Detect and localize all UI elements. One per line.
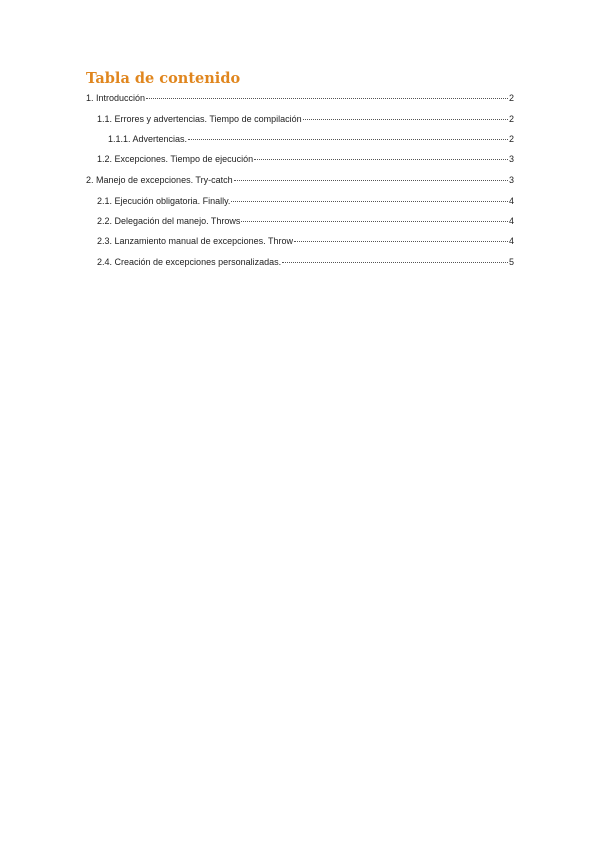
toc-page-number: 3 — [508, 154, 514, 164]
toc-leader — [146, 98, 508, 99]
toc-page-number: 4 — [508, 216, 514, 226]
toc-entry-label: 1.2. Excepciones. Tiempo de ejecución — [97, 154, 254, 164]
toc-entry-label: 2.1. Ejecución obligatoria. Finally. — [97, 196, 231, 206]
toc-page-number: 4 — [508, 196, 514, 206]
toc-entry-2-1[interactable] — [97, 195, 514, 207]
toc-title: Tabla de contenido — [86, 70, 241, 87]
toc-leader — [282, 262, 508, 263]
toc-page-number: 2 — [508, 93, 514, 103]
toc-entry-2-4[interactable] — [97, 256, 514, 268]
toc-entry-1-1[interactable] — [97, 113, 514, 125]
toc-entry-label: 1.1.1. Advertencias. — [108, 134, 188, 144]
toc-leader — [241, 221, 508, 222]
toc-entry-label: 2.3. Lanzamiento manual de excepciones. Throw — [97, 236, 293, 246]
toc-entry-1[interactable] — [86, 92, 514, 104]
toc-leader — [254, 159, 508, 160]
toc-page-number: 5 — [508, 257, 514, 267]
toc-entry-label: 2.4. Creación de excepciones personalizadas. — [97, 257, 282, 267]
toc-page-number: 4 — [508, 236, 514, 246]
toc-entry-2[interactable] — [86, 174, 514, 186]
toc-page-number: 3 — [508, 175, 514, 185]
toc-leader — [303, 119, 508, 120]
toc-page-number: 2 — [508, 114, 514, 124]
toc-leader — [294, 241, 508, 242]
toc-entry-label: 2. Manejo de excepciones. Try-catch — [86, 175, 233, 185]
toc-entry-2-3[interactable] — [97, 235, 514, 247]
toc-entry-label: 1. Introducción — [86, 93, 146, 103]
toc-leader — [234, 180, 508, 181]
toc-entry-label: 2.2. Delegación del manejo. Throws — [97, 216, 241, 226]
toc-page-number: 2 — [508, 134, 514, 144]
toc-leader — [188, 139, 508, 140]
toc-entry-1-2[interactable] — [97, 153, 514, 165]
toc-leader — [231, 201, 508, 202]
toc-entry-1-1-1[interactable] — [108, 133, 514, 145]
toc-entry-2-2[interactable] — [97, 215, 514, 227]
toc-entry-label: 1.1. Errores y advertencias. Tiempo de compilación — [97, 114, 302, 124]
